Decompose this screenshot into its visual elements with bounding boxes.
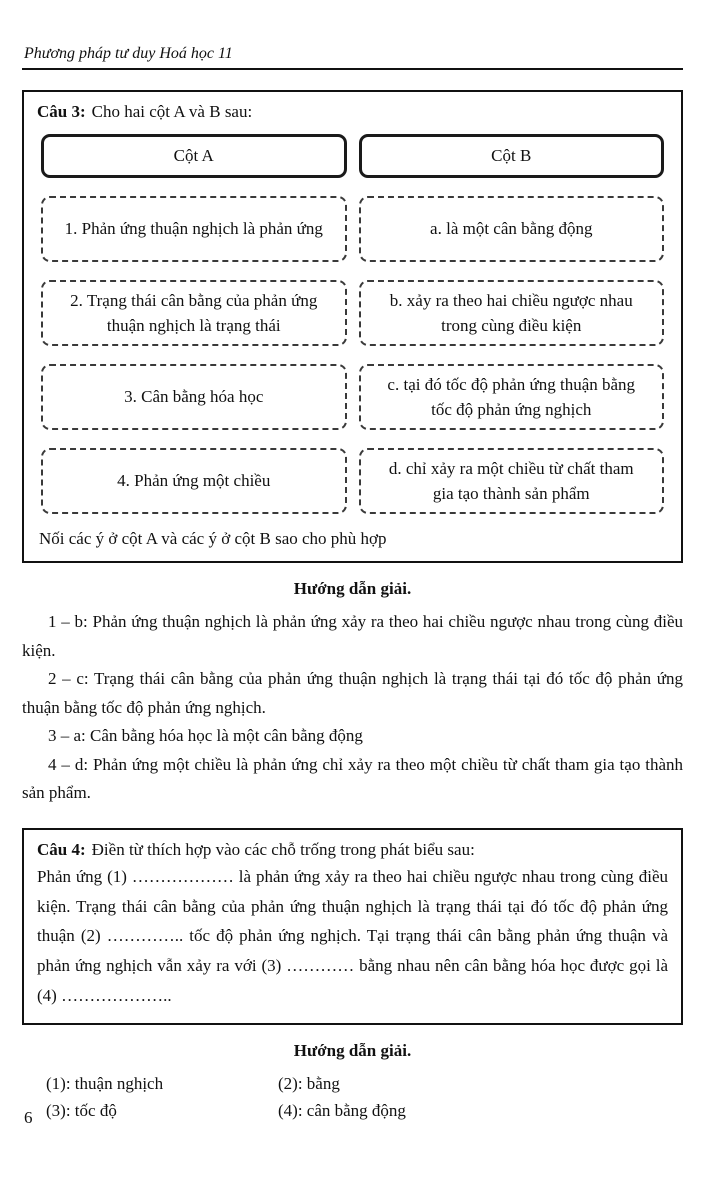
cau4-label: Câu 4: [37, 839, 86, 859]
colB-item-a [359, 196, 665, 262]
solution3-line-3: 3 – a: Cân bằng hóa học là một cân bằng động [48, 726, 363, 746]
colB-item-b [359, 280, 665, 346]
cau3-prompt: Cho hai cột A và B sau: [91, 102, 253, 121]
colA-header-box [41, 134, 347, 178]
cau4-box [22, 828, 683, 1025]
cau4-fill-in-text: Phản ứng (1) ……………… là phản ứng xảy ra theo hai chiều ngược nhau trong cùng điều kiện. Trạng thái cân bằng của phản ứng thuận nghịch là trạng thái tại đó tốc độ phản ứng thuận (2) ………….. tốc độ phản ứng nghịch. Tại trạng thái cân bằng phản ứng thuận và phản ứng nghịch vẫn xảy ra với (3) ………… bằng nhau nên cân bằng hóa học được gọi là (4) ……………….. [37, 866, 668, 1005]
cau3-box [22, 90, 683, 563]
page-number: 6 [24, 1108, 33, 1127]
colB-header-label: Cột B [491, 146, 532, 165]
solution3-line-1: 1 – b: Phản ứng thuận nghịch là phản ứng xảy ra theo hai chiều ngược nhau trong cùng điều kiện. [22, 612, 683, 660]
colA-item-4-text: 4. Phản ứng một chiều [117, 471, 271, 491]
answer-2: (2): bằng [278, 1073, 340, 1093]
cau3-instruction: Nối các ý ở cột A và các ý ở cột B sao cho phù hợp [39, 529, 387, 548]
colB-item-b-text: b. xảy ra theo hai chiều ngược nhau trong cùng điều kiện [389, 290, 633, 335]
colB-header-box [359, 134, 665, 178]
colB-item-d [359, 448, 665, 514]
colB-item-c [359, 364, 665, 430]
colA-item-4 [41, 448, 347, 514]
answer-3: (3): tốc độ [46, 1100, 117, 1120]
cau4-prompt: Điền từ thích hợp vào các chỗ trống trong phát biểu sau: [91, 839, 475, 859]
colA-item-1-text: 1. Phản ứng thuận nghịch là phản ứng [64, 219, 323, 239]
cau4-title-line [37, 840, 668, 860]
answer-1: (1): thuận nghịch [46, 1073, 164, 1093]
solution4-title: Hướng dẫn giải. [293, 1040, 412, 1060]
colB-item-c-text: c. tại đó tốc độ phản ứng thuận bằng tốc độ phản ứng nghịch [387, 374, 636, 419]
solution3-title: Hướng dẫn giải. [293, 579, 412, 598]
colB-item-a-text: a. là một cân bằng động [430, 219, 593, 239]
solution4-answers [46, 1074, 705, 1121]
book-title: Phương pháp tư duy Hoá học 11 [24, 45, 233, 62]
colA-header-label: Cột A [173, 146, 214, 165]
running-header [22, 0, 683, 70]
cau3-label: Câu 3: [37, 102, 86, 121]
answer-4: (4): cân bằng động [278, 1100, 406, 1120]
matching-grid [41, 134, 664, 514]
colB-item-d-text: d. chỉ xảy ra một chiều từ chất tham gia tạo thành sản phẩm [388, 458, 634, 503]
colA-item-2-text: 2. Trạng thái cân bằng của phản ứng thuận nghịch là trạng thái [70, 290, 318, 335]
colA-item-3-text: 3. Cân bằng hóa học [124, 387, 264, 407]
colA-item-3 [41, 364, 347, 430]
colA-item-2 [41, 280, 347, 346]
colA-item-1 [41, 196, 347, 262]
solution3-line-2: 2 – c: Trạng thái cân bằng của phản ứng thuận nghịch là trạng thái tại đó tốc độ phản ứng thuận bằng tốc độ phản ứng nghịch. [22, 669, 683, 717]
cau3-title-line [37, 102, 668, 122]
solution3-line-4: 4 – d: Phản ứng một chiều là phản ứng chỉ xảy ra theo một chiều từ chất tham gia tạo thành sản phẩm. [22, 754, 683, 803]
